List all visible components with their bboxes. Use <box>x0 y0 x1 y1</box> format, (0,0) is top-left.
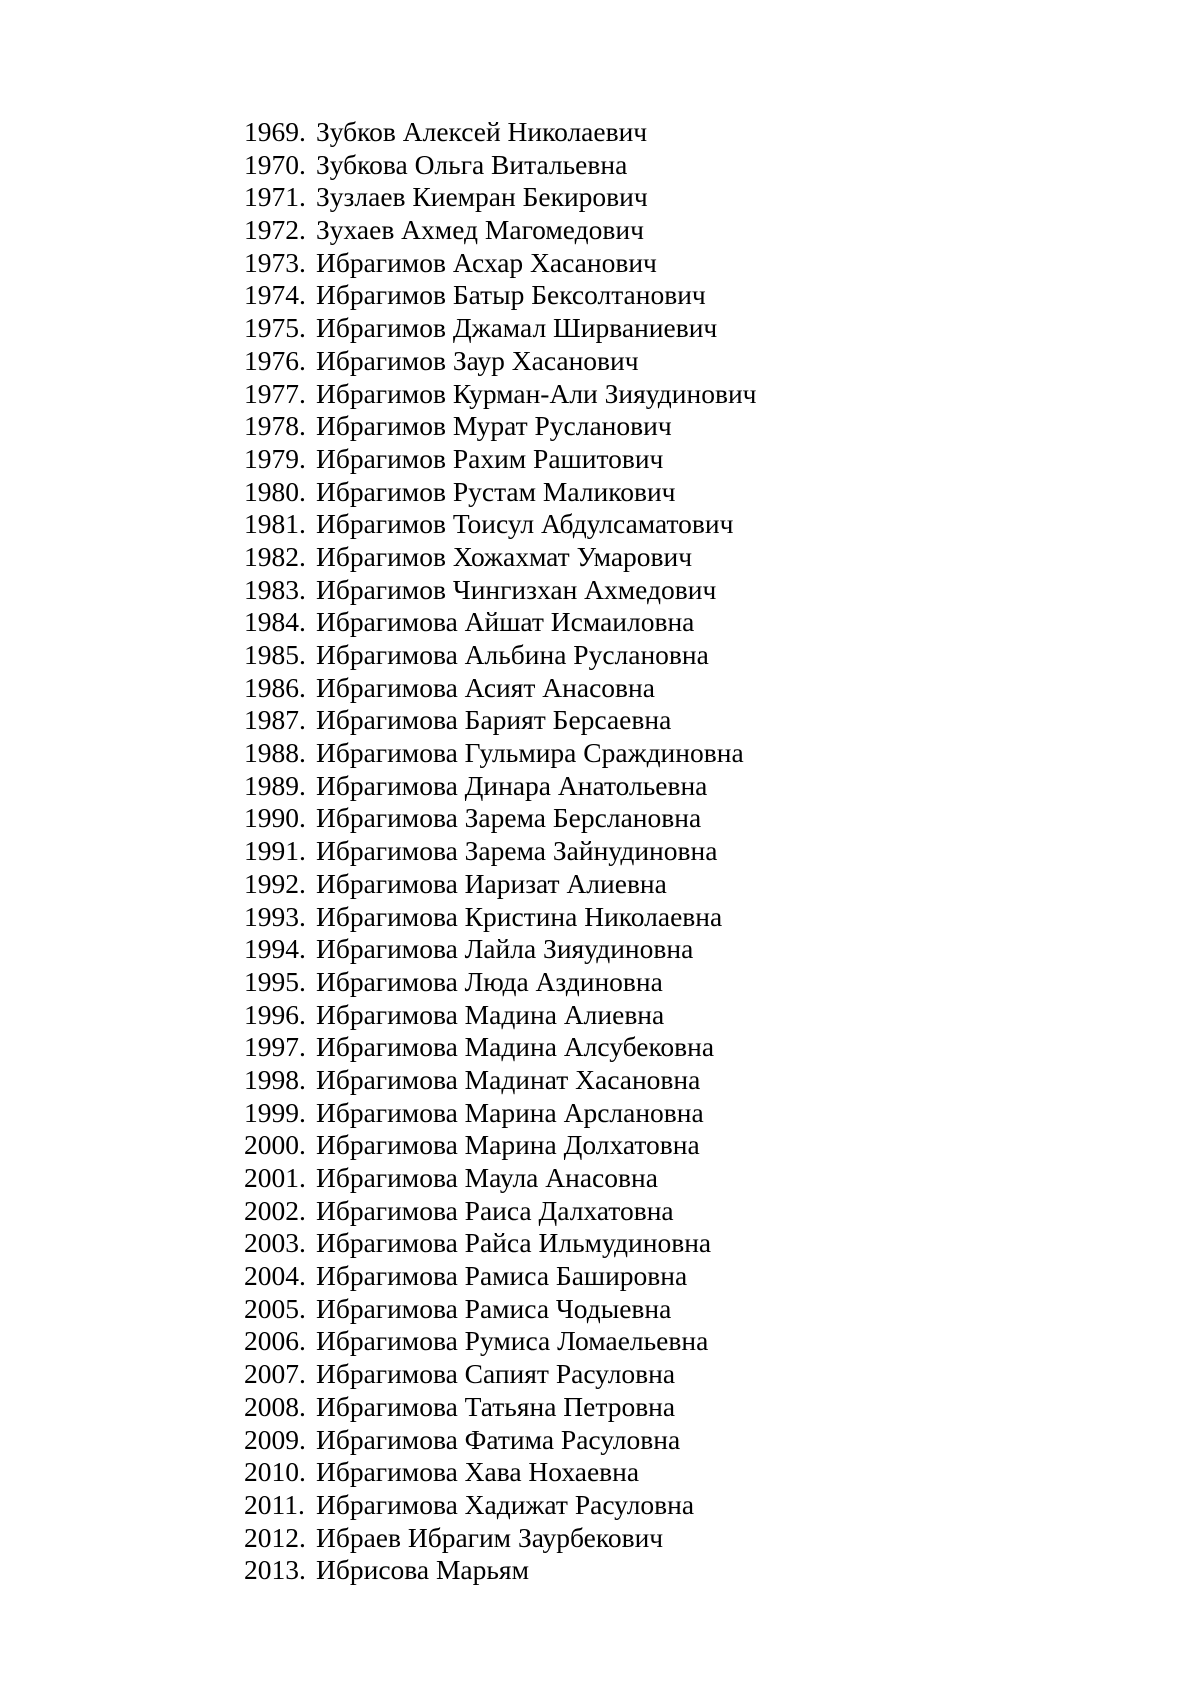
entry-number: 1977. <box>244 377 306 409</box>
entry-number: 1998. <box>244 1063 306 1095</box>
entry-number: 1972. <box>244 214 306 246</box>
entry-name: Ибрагимова Люда Аздиновна <box>316 965 663 997</box>
list-item <box>244 835 757 868</box>
list-item <box>244 1260 757 1293</box>
entry-number: 2010. <box>244 1456 306 1488</box>
entry-name: Ибрагимова Зарема Берслановна <box>316 802 702 834</box>
entry-number: 1994. <box>244 933 306 965</box>
entry-number: 1999. <box>244 1096 306 1128</box>
list-item <box>244 1424 757 1457</box>
entry-name: Ибрагимова Маула Анасовна <box>316 1162 658 1193</box>
entry-name: Ибрагимова Динара Анатольевна <box>316 769 708 801</box>
entry-number: 2011. <box>244 1488 305 1520</box>
list-item <box>244 901 757 934</box>
list-item <box>244 1064 757 1097</box>
entry-name: Ибрагимов Джамал Ширваниевич <box>316 312 718 344</box>
entry-number: 1973. <box>244 246 306 278</box>
list-item <box>244 1522 757 1555</box>
entry-number: 2012. <box>244 1521 306 1553</box>
name-list <box>244 116 757 1587</box>
entry-number: 2013. <box>244 1554 306 1586</box>
list-item <box>244 279 757 312</box>
entry-number: 1984. <box>244 606 306 638</box>
entry-name: Ибрагимова Мадина Алиевна <box>316 998 665 1030</box>
entry-name: Ибрагимова Райса Ильмудиновна <box>316 1227 712 1259</box>
entry-name: Ибрагимова Раиса Далхатовна <box>316 1194 674 1226</box>
entry-number: 1971. <box>244 181 306 213</box>
entry-name: Ибрагимова Лайла Зияудиновна <box>316 933 694 965</box>
entry-number: 1976. <box>244 344 306 376</box>
list-item <box>244 1293 757 1326</box>
list-item <box>244 933 757 966</box>
list-item <box>244 1195 757 1228</box>
list-item <box>244 410 757 443</box>
entry-name: Ибрагимов Батыр Бексолтанович <box>316 279 706 311</box>
entry-name: Ибрагимова Иаризат Алиевна <box>316 867 667 899</box>
entry-name: Ибрагимова Мадина Алсубековна <box>316 1031 715 1063</box>
entry-number: 1996. <box>244 998 306 1030</box>
entry-number: 1990. <box>244 802 306 834</box>
entry-number: 2009. <box>244 1423 306 1455</box>
entry-number: 1979. <box>244 442 306 474</box>
entry-name: Ибрагимова Барият Берсаевна <box>316 704 672 736</box>
entry-name: Ибрисова Марьям <box>316 1554 529 1586</box>
entry-number: 2001. <box>244 1162 306 1193</box>
list-item <box>244 737 757 770</box>
entry-number: 2004. <box>244 1260 306 1292</box>
entry-name: Ибрагимова Сапият Расуловна <box>316 1358 676 1390</box>
entry-number: 1992. <box>244 867 306 899</box>
list-item <box>244 672 757 705</box>
entry-name: Ибрагимова Фатима Расуловна <box>316 1423 681 1455</box>
list-item <box>244 574 757 607</box>
entry-name: Ибрагимов Тоисул Абдулсаматович <box>316 508 734 540</box>
entry-number: 2002. <box>244 1194 306 1226</box>
entry-number: 1988. <box>244 737 306 769</box>
entry-number: 2006. <box>244 1325 306 1357</box>
entry-name: Ибраев Ибрагим Заурбекович <box>316 1521 664 1553</box>
list-item <box>244 443 757 476</box>
list-item <box>244 1391 757 1424</box>
list-item <box>244 181 757 214</box>
entry-name: Зузлаев Киемран Бекирович <box>316 181 648 213</box>
entry-number: 1993. <box>244 900 306 932</box>
entry-name: Ибрагимова Мадинат Хасановна <box>316 1063 701 1095</box>
entry-name: Ибрагимов Чингизхан Ахмедович <box>316 573 717 605</box>
entry-number: 2000. <box>244 1129 306 1161</box>
list-item <box>244 1129 757 1162</box>
list-item <box>244 1097 757 1130</box>
list-item <box>244 1554 757 1587</box>
list-item <box>244 345 757 378</box>
entry-number: 1978. <box>244 410 306 442</box>
entry-name: Зубков Алексей Николаевич <box>316 116 648 147</box>
list-item <box>244 476 757 509</box>
list-item <box>244 802 757 835</box>
entry-number: 1980. <box>244 475 306 507</box>
entry-number: 2005. <box>244 1292 306 1324</box>
list-item <box>244 1325 757 1358</box>
entry-name: Ибрагимова Марина Арслановна <box>316 1096 704 1128</box>
entry-name: Ибрагимов Курман-Али Зияудинович <box>316 377 757 409</box>
list-item <box>244 508 757 541</box>
list-item <box>244 966 757 999</box>
entry-number: 1991. <box>244 835 306 867</box>
list-item <box>244 247 757 280</box>
entry-name: Ибрагимова Кристина Николаевна <box>316 900 723 932</box>
entry-name: Ибрагимова Румиса Ломаельевна <box>316 1325 709 1357</box>
entry-name: Ибрагимова Альбина Руслановна <box>316 639 709 670</box>
entry-number: 2003. <box>244 1227 306 1259</box>
entry-name: Ибрагимова Рамиса Башировна <box>316 1260 688 1292</box>
entry-name: Ибрагимов Мурат Русланович <box>316 410 672 442</box>
list-item <box>244 1358 757 1391</box>
entry-number: 1982. <box>244 540 306 572</box>
entry-name: Ибрагимова Асият Анасовна <box>316 671 655 703</box>
list-item <box>244 999 757 1032</box>
list-item <box>244 214 757 247</box>
entry-number: 1989. <box>244 769 306 801</box>
entry-name: Ибрагимова Рамиса Чодыевна <box>316 1292 672 1324</box>
entry-number: 2007. <box>244 1358 306 1390</box>
list-item <box>244 312 757 345</box>
list-item <box>244 116 757 149</box>
entry-number: 1975. <box>244 312 306 344</box>
entry-name: Ибрагимова Хава Нохаевна <box>316 1456 640 1488</box>
entry-name: Зубкова Ольга Витальевна <box>316 148 628 180</box>
entry-name: Зухаев Ахмед Магомедович <box>316 214 644 246</box>
list-item <box>244 868 757 901</box>
entry-name: Ибрагимова Айшат Исмаиловна <box>316 606 695 638</box>
list-item <box>244 1489 757 1522</box>
list-item <box>244 606 757 639</box>
list-item <box>244 149 757 182</box>
entry-number: 1985. <box>244 639 306 670</box>
entry-name: Ибрагимов Рахим Рашитович <box>316 442 664 474</box>
entry-number: 1970. <box>244 148 306 180</box>
list-item <box>244 378 757 411</box>
entry-number: 1987. <box>244 704 306 736</box>
entry-number: 1995. <box>244 965 306 997</box>
entry-name: Ибрагимова Татьяна Петровна <box>316 1390 676 1422</box>
list-item <box>244 1031 757 1064</box>
entry-number: 1981. <box>244 508 306 540</box>
list-item <box>244 1456 757 1489</box>
list-item <box>244 704 757 737</box>
entry-name: Ибрагимова Зарема Зайнудиновна <box>316 835 718 867</box>
list-item <box>244 541 757 574</box>
list-item <box>244 770 757 803</box>
list-item <box>244 1227 757 1260</box>
entry-number: 1983. <box>244 573 306 605</box>
entry-number: 2008. <box>244 1390 306 1422</box>
list-item <box>244 639 757 672</box>
entry-name: Ибрагимов Асхар Хасанович <box>316 246 657 278</box>
entry-number: 1974. <box>244 279 306 311</box>
list-item <box>244 1162 757 1195</box>
entry-name: Ибрагимова Хадижат Расуловна <box>316 1488 695 1520</box>
entry-name: Ибрагимов Хожахмат Умарович <box>316 540 693 572</box>
entry-number: 1997. <box>244 1031 306 1063</box>
entry-number: 1969. <box>244 116 306 147</box>
entry-name: Ибрагимов Заур Хасанович <box>316 344 639 376</box>
entry-name: Ибрагимов Рустам Маликович <box>316 475 676 507</box>
entry-number: 1986. <box>244 671 306 703</box>
entry-name: Ибрагимова Марина Долхатовна <box>316 1129 700 1161</box>
entry-name: Ибрагимова Гульмира Сраждиновна <box>316 737 744 769</box>
